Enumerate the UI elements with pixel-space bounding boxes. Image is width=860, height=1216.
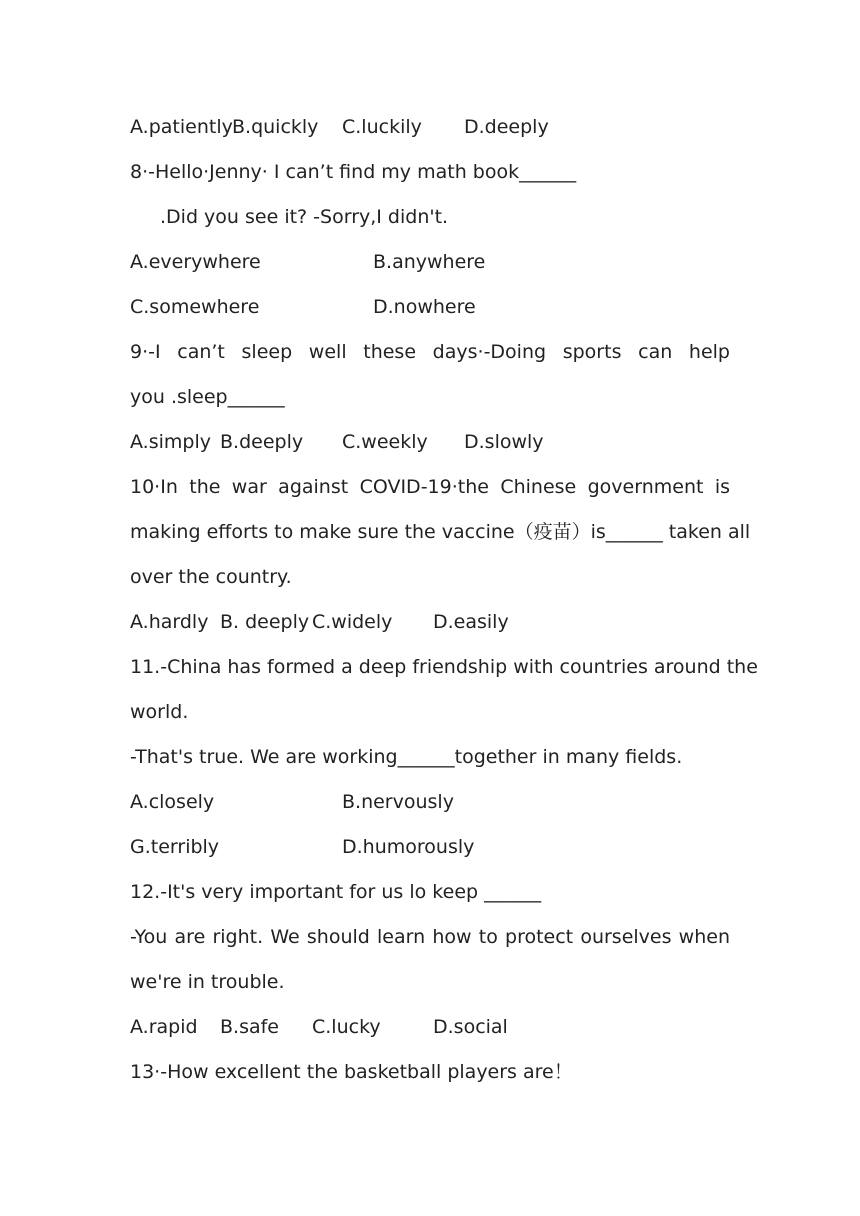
q10-option-d: D.easily bbox=[433, 611, 509, 633]
document-page bbox=[130, 105, 758, 1095]
q10-option-a: A.hardly bbox=[130, 611, 209, 633]
q8-option-c: C.somewhere bbox=[130, 296, 260, 318]
q9-option-a: A.simply bbox=[130, 431, 211, 453]
q8-options-row-2 bbox=[130, 285, 730, 330]
q11-response-line: -That's true. We are working______together in many fields. bbox=[130, 746, 683, 768]
q12-options bbox=[130, 1005, 730, 1050]
q8-options-row-1 bbox=[130, 240, 730, 285]
q12-option-d: D.social bbox=[433, 1016, 508, 1038]
q9-stem-line-2: you .sleep______ bbox=[130, 386, 285, 408]
q11-options-row-1 bbox=[130, 780, 730, 825]
q11-stem-line-1: 11.-China has formed a deep friendship with countries around the bbox=[130, 656, 758, 678]
q11-option-d: D.humorously bbox=[342, 836, 475, 858]
q8-stem-line-2: .Did you see it? -Sorry,I didn't. bbox=[160, 206, 449, 228]
q10-stem-line-1: 10·In the war against COVID-19·the Chinese government is bbox=[130, 476, 730, 498]
q12-option-b: B.safe bbox=[220, 1016, 279, 1038]
q7-options bbox=[130, 105, 730, 150]
q12-option-a: A.rapid bbox=[130, 1016, 198, 1038]
q13-stem-line-1: 13·-How excellent the basketball players are！ bbox=[130, 1061, 573, 1083]
q11-option-a: A.closely bbox=[130, 791, 215, 813]
q12-response-line-2: we're in trouble. bbox=[130, 971, 285, 993]
q10-stem-line-3: over the country. bbox=[130, 566, 292, 588]
q10-option-b: B. deeply bbox=[220, 611, 310, 633]
q7-option-a: A.patiently bbox=[130, 116, 233, 138]
q11-stem-line-2: world. bbox=[130, 701, 189, 723]
q12-response-line-1: -You are right. We should learn how to protect ourselves when bbox=[130, 926, 730, 948]
q11-option-b: B.nervously bbox=[342, 791, 454, 813]
q10-options bbox=[130, 600, 730, 645]
q9-options bbox=[130, 420, 730, 465]
q7-option-d: D.deeply bbox=[464, 116, 549, 138]
q7-option-b: B.quickly bbox=[232, 116, 319, 138]
q12-stem-line-1: 12.-It's very important for us lo keep ______ bbox=[130, 881, 542, 903]
q12-option-c: C.lucky bbox=[312, 1016, 381, 1038]
q7-option-c: C.luckily bbox=[342, 116, 422, 138]
q9-option-b: B.deeply bbox=[220, 431, 304, 453]
q8-stem-line-1: 8·-Hello·Jenny· I can’t find my math book______ bbox=[130, 161, 577, 183]
q10-stem-line-2: making efforts to make sure the vaccine（疫苗）is______ taken all bbox=[130, 521, 751, 543]
q11-option-c: G.terribly bbox=[130, 836, 220, 858]
q10-option-c: C.widely bbox=[312, 611, 393, 633]
q8-option-b: B.anywhere bbox=[373, 251, 486, 273]
q9-option-d: D.slowly bbox=[464, 431, 544, 453]
q9-option-c: C.weekly bbox=[342, 431, 428, 453]
q9-stem-line-1: 9·-I can’t sleep well these days·-Doing sports can help bbox=[130, 341, 730, 363]
q8-option-d: D.nowhere bbox=[373, 296, 476, 318]
q8-option-a: A.everywhere bbox=[130, 251, 261, 273]
q11-options-row-2 bbox=[130, 825, 730, 870]
